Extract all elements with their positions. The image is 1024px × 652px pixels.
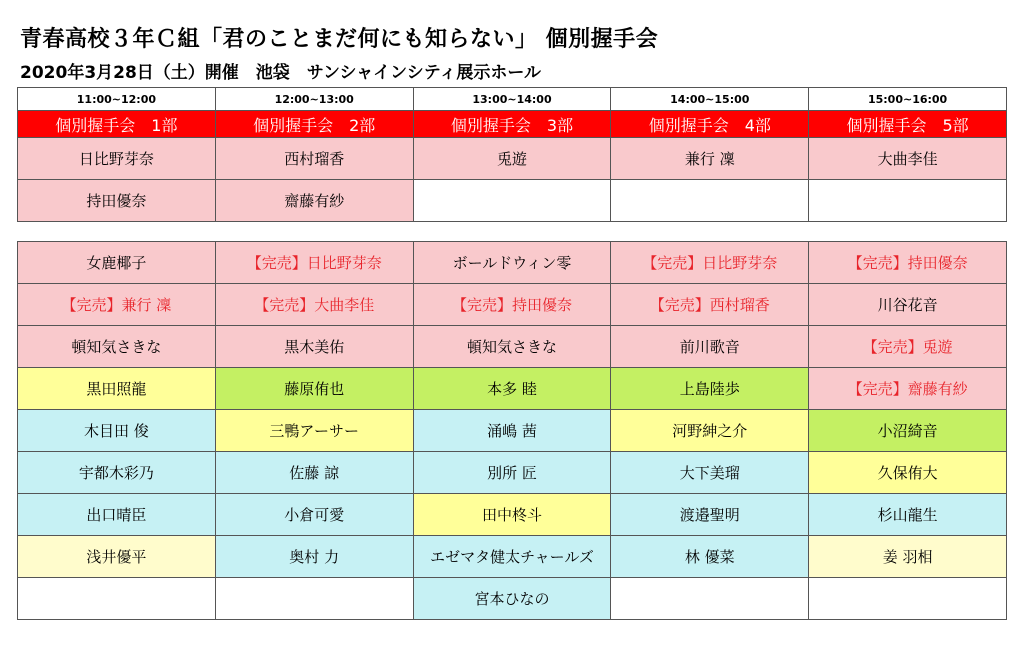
session-part: 個別握手会 3部 xyxy=(413,111,611,138)
session-part-row xyxy=(18,111,1007,138)
members-body xyxy=(18,242,1007,620)
empty-cell xyxy=(18,578,216,620)
member-row xyxy=(18,578,1007,620)
member-cell: 黒木美佑 xyxy=(215,326,413,368)
member-cell-soldout: 【完売】日比野芽奈 xyxy=(215,242,413,284)
session-part: 個別握手会 4部 xyxy=(611,111,809,138)
empty-cell xyxy=(809,180,1007,222)
member-cell-soldout: 【完売】西村瑠香 xyxy=(611,284,809,326)
member-cell: 出口晴臣 xyxy=(18,494,216,536)
member-cell-soldout: 【完売】持田優奈 xyxy=(413,284,611,326)
member-cell: 女鹿椰子 xyxy=(18,242,216,284)
time-slot: 13:00~14:00 xyxy=(413,88,611,111)
member-cell-soldout: 【完売】大曲李佳 xyxy=(215,284,413,326)
member-row xyxy=(18,494,1007,536)
member-cell: 涌嶋 茜 xyxy=(413,410,611,452)
empty-cell xyxy=(611,578,809,620)
member-cell: 宮本ひなの xyxy=(413,578,611,620)
empty-cell xyxy=(611,180,809,222)
member-cell: 別所 匠 xyxy=(413,452,611,494)
session-part: 個別握手会 1部 xyxy=(18,111,216,138)
member-cell-soldout: 【完売】持田優奈 xyxy=(809,242,1007,284)
member-cell-soldout: 【完売】兼行 凜 xyxy=(18,284,216,326)
member-cell-soldout: 【完売】日比野芽奈 xyxy=(611,242,809,284)
member-cell: 本多 睦 xyxy=(413,368,611,410)
member-row xyxy=(18,536,1007,578)
member-cell: 大曲李佳 xyxy=(809,138,1007,180)
member-cell: 持田優奈 xyxy=(18,180,216,222)
session-part: 個別握手会 5部 xyxy=(809,111,1007,138)
member-cell: 姜 羽相 xyxy=(809,536,1007,578)
empty-cell xyxy=(413,180,611,222)
member-cell-soldout: 【完売】兎遊 xyxy=(809,326,1007,368)
member-cell: 藤原侑也 xyxy=(215,368,413,410)
time-slot-row xyxy=(18,88,1007,111)
member-row xyxy=(18,180,1007,222)
member-cell: 小倉可愛 xyxy=(215,494,413,536)
member-row xyxy=(18,326,1007,368)
member-cell: エゼマタ健太チャールズ xyxy=(413,536,611,578)
member-cell: 大下美瑠 xyxy=(611,452,809,494)
member-cell: 佐藤 諒 xyxy=(215,452,413,494)
member-cell: 木目田 俊 xyxy=(18,410,216,452)
member-cell: 齋藤有紗 xyxy=(215,180,413,222)
member-cell: 頓知気さきな xyxy=(18,326,216,368)
time-slot: 15:00~16:00 xyxy=(809,88,1007,111)
member-cell: 林 優菜 xyxy=(611,536,809,578)
member-cell: 田中柊斗 xyxy=(413,494,611,536)
member-cell: 小沼綺音 xyxy=(809,410,1007,452)
member-row xyxy=(18,242,1007,284)
member-cell: 頓知気さきな xyxy=(413,326,611,368)
member-cell: 黒田照龍 xyxy=(18,368,216,410)
time-slot: 11:00~12:00 xyxy=(18,88,216,111)
empty-cell xyxy=(809,578,1007,620)
member-cell: 前川歌音 xyxy=(611,326,809,368)
member-cell: 河野紳之介 xyxy=(611,410,809,452)
time-slot: 12:00~13:00 xyxy=(215,88,413,111)
member-cell: 上島陸歩 xyxy=(611,368,809,410)
empty-cell xyxy=(215,578,413,620)
member-cell: 奥村 力 xyxy=(215,536,413,578)
page-title: 青春高校３年Ｃ組「君のことまだ何にも知らない」 個別握手会 xyxy=(20,27,659,52)
member-row xyxy=(18,368,1007,410)
time-slot: 14:00~15:00 xyxy=(611,88,809,111)
main-members-body xyxy=(18,138,1007,222)
member-cell: ボールドウィン零 xyxy=(413,242,611,284)
member-cell: 西村瑠香 xyxy=(215,138,413,180)
member-cell: 三鴨アーサー xyxy=(215,410,413,452)
member-row xyxy=(18,452,1007,494)
member-cell: 兎遊 xyxy=(413,138,611,180)
session-part: 個別握手会 2部 xyxy=(215,111,413,138)
member-cell: 杉山龍生 xyxy=(809,494,1007,536)
schedule-table-members xyxy=(17,241,1007,620)
member-cell: 浅井優平 xyxy=(18,536,216,578)
member-row xyxy=(18,284,1007,326)
member-cell: 川谷花音 xyxy=(809,284,1007,326)
member-cell: 宇都木彩乃 xyxy=(18,452,216,494)
member-cell-soldout: 【完売】齋藤有紗 xyxy=(809,368,1007,410)
event-date-venue: 2020年3月28日（土）開催 池袋 サンシャインシティ展示ホール xyxy=(20,63,542,83)
schedule-table-main xyxy=(17,87,1007,222)
member-row xyxy=(18,410,1007,452)
member-cell: 日比野芽奈 xyxy=(18,138,216,180)
member-row xyxy=(18,138,1007,180)
member-cell: 渡邉聖明 xyxy=(611,494,809,536)
member-cell: 久保侑大 xyxy=(809,452,1007,494)
member-cell: 兼行 凜 xyxy=(611,138,809,180)
